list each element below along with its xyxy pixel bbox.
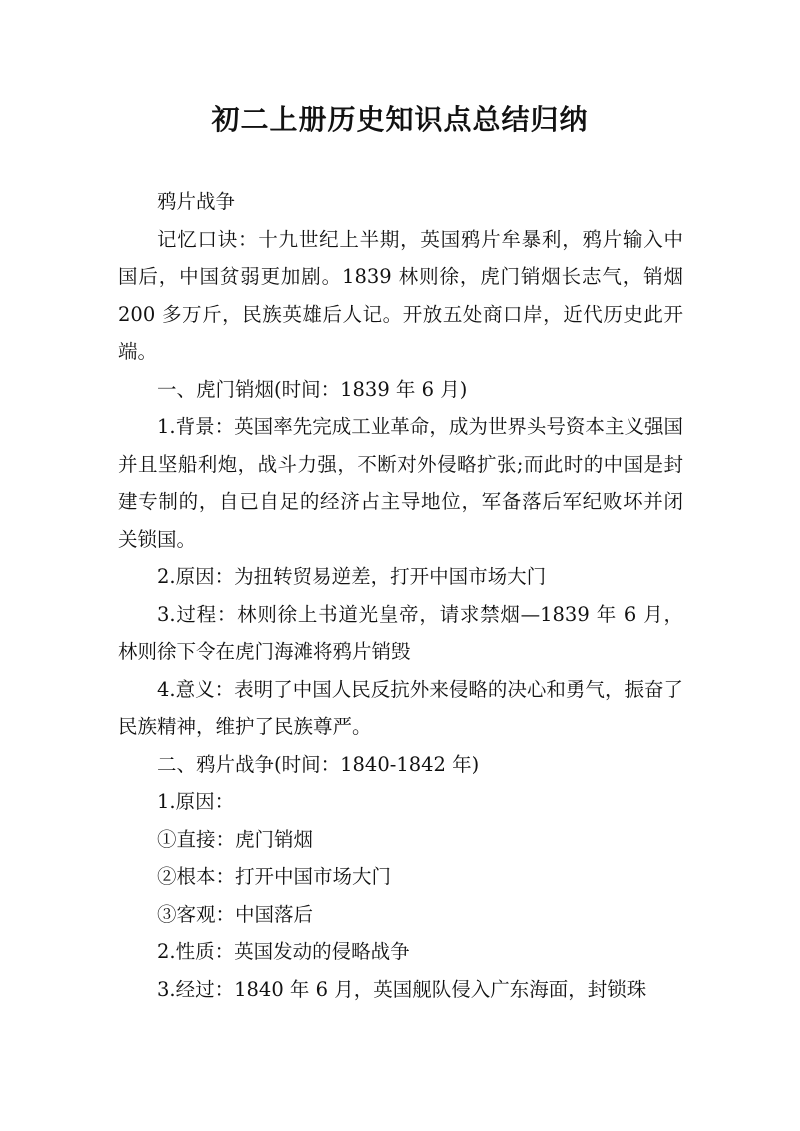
section-heading-opium-war: 鸦片战争 xyxy=(157,190,236,213)
list-item-fundamental: ②根本：打开中国市场大门 xyxy=(157,865,392,888)
list-item-objective: ③客观：中国落后 xyxy=(157,902,314,926)
section-heading-war: 二、鸦片战争(时间：1840-1842 年) xyxy=(157,752,480,776)
paragraph-process: 3.过程：林则徐上书道光皇帝，请求禁烟—1839 年 6 月，林则徐下令在虎门海滩将鸦片销毁 xyxy=(118,602,683,663)
section-heading-humen: 一、虎门销烟(时间：1839 年 6 月) xyxy=(157,377,468,401)
paragraph-course: 3.经过：1840 年 6 月，英国舰队侵入广东海面，封锁珠 xyxy=(157,977,647,1001)
list-item-direct: ①直接：虎门销烟 xyxy=(157,827,314,851)
paragraph-background: 1.背景：英国率先完成工业革命，成为世界头号资本主义强国并且坚船利炮，战斗力强，不断对外侵略扩张;而此时的中国是封建专制的，自已自足的经济占主导地位，军备落后军纪败坏并闭关锁国。 xyxy=(118,415,683,551)
paragraph-war-cause: 1.原因： xyxy=(157,790,235,813)
document-title: 初二上册历史知识点总结归纳 xyxy=(211,103,589,136)
paragraph-cause: 2.原因：为扭转贸易逆差，打开中国市场大门 xyxy=(157,565,547,588)
paragraph-significance: 4.意义：表明了中国人民反抗外来侵略的决心和勇气，振奋了民族精神，维护了民族尊严。 xyxy=(118,677,683,738)
paragraph-mnemonic: 记忆口诀：十九世纪上半期，英国鸦片牟暴利，鸦片输入中国后，中国贫弱更加剧。1839 林则徐，虎门销烟长志气，销烟 200 多万斤，民族英雄后人记。开放五处商口岸，近代历史此开端。 xyxy=(118,227,683,363)
document-body xyxy=(118,183,683,1008)
paragraph-nature: 2.性质：英国发动的侵略战争 xyxy=(157,940,410,963)
